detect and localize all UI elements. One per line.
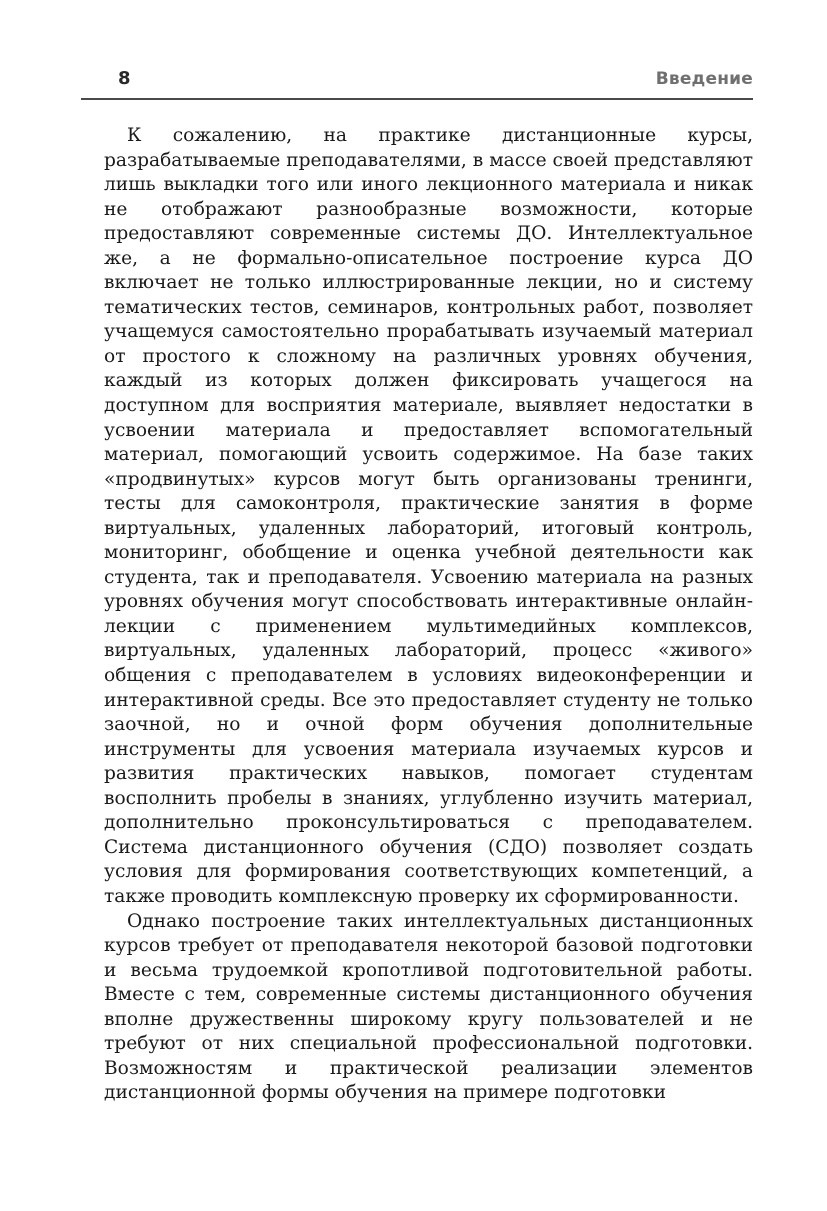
paragraph-2: Однако построение таких интеллектуальных дистанционных курсов требует от преподавателя некоторой базовой подготовки и весьма трудоемкой кропотливой подготовительной работы. Вместе с тем, современные системы дистанционного обучения вполне дружественны широкому кругу пользователей и не требуют от них специальной профессиональной подготовки. Возможностям и практической реализации элементов дистанционной формы обучения на примере подготовки (104, 910, 753, 1104)
running-head: Введение (655, 69, 753, 89)
page-header (81, 68, 753, 98)
page-number: 8 (118, 68, 131, 89)
header-rule (81, 98, 753, 100)
paragraph-1: К сожалению, на практике дистанционные курсы, разрабатываемые преподавателями, в массе своей представляют лишь выкладки того или иного лекционного материала и никак не отображают разнообразные возможности, которые предоставляют современные системы ДО. Интеллектуальное же, а не формально-описательное построение курса ДО включает не только иллюстрированные лекции, но и систему тематических тестов, семинаров, контрольных работ, позволяет учащемуся самостоятельно прорабатывать изучаемый материал от простого к сложному на различных уровнях обучения, каждый из которых должен фиксировать учащегося на доступном для восприятия материале, выявляет недостатки в усвоении материала и предоставляет вспомогательный материал, помогающий усвоить содержимое. На базе таких «продвинутых» курсов могут быть организованы тренинги, тесты для самоконтроля, практические занятия в форме виртуальных, удаленных лабораторий, итоговый контроль, мониторинг, обобщение и оценка учебной деятельности как студента, так и преподавателя. Усвоению материала на разных уровнях обучения могут способствовать интерактивные онлайн-лекции с применением мультимедийных комплексов, виртуальных, удаленных лабораторий, процесс «живого» общения с преподавателем в условиях видеоконференции и интерактивной среды. Все это предоставляет студенту не только заочной, но и очной форм обучения дополнительные инструменты для усвоения материала изучаемых курсов и развития практических навыков, помогает студентам восполнить пробелы в знаниях, углубленно изучить материал, дополнительно проконсультироваться с преподавателем. Система дистанционного обучения (СДО) позволяет создать условия для формирования соответствующих компетенций, а также проводить комплексную проверку их сформированности. (104, 125, 753, 907)
body-text (104, 124, 753, 1106)
